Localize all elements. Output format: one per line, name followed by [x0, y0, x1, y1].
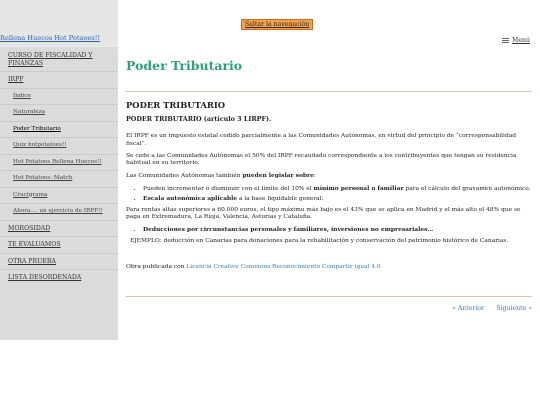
license-prefix: Obra publicada con: [126, 263, 187, 270]
menu-label: Menú: [512, 37, 530, 44]
bold-text: Deducciones por circunstancias personales y familiares, inversiones no empresariales…: [143, 226, 434, 234]
sidebar-item-irpf[interactable]: IRPF: [8, 76, 24, 83]
sidebar-item-curso[interactable]: CURSO DE FISCALIDAD Y FINANZAS: [8, 52, 93, 67]
divider: [0, 121, 118, 122]
sidebar-item-poder-tributario[interactable]: Poder Tributario: [13, 125, 61, 132]
paragraph: Para rentas altas superiores a 60.000 euros, el tipo máximo más bajo es el 43% que se aplica en Madrid y el más alto el 48% que se paga en Extremadura, La Rioja, Valencia, Asturias y Cataluña.: [126, 206, 521, 221]
text: Las Comunidades Autónomas también: [126, 173, 243, 180]
license-line: [126, 264, 532, 271]
text: :: [313, 173, 316, 180]
paragraph: [126, 172, 532, 180]
paragraph: El IRPF es un impuesto estatal cedido parcialmente a las Comunidades Autónomas, en virtud del principio de “corresponsabilidad fiscal”.: [126, 133, 516, 147]
sidebar-item-quiz[interactable]: Quiz hotpotatoes!!: [13, 142, 67, 148]
bold-text: Escala autonómica aplicable: [143, 194, 238, 202]
sidebar-item-te-evaluamos[interactable]: TE EVALUAMOS: [8, 241, 61, 248]
paragraph: Se cede a las Comunidades Autónomas el 50% del IRPF recaudado correspondiente a los contribuyentes que tengan su residencia habitual en su territorio.: [126, 152, 517, 167]
divider: [0, 220, 118, 221]
text: Pueden incrementar o disminuir con el límite del 10% el: [143, 186, 314, 193]
bullet-list: [143, 226, 532, 234]
text: a la base liquidable general:: [237, 195, 324, 202]
sidebar-item-indice[interactable]: Índice: [13, 92, 31, 99]
list-item: [143, 185, 532, 193]
divider: [0, 170, 118, 171]
divider: [0, 137, 118, 138]
divider: [0, 203, 118, 204]
sidebar-item-lista-desordenada[interactable]: LISTA DESORDENADA: [8, 274, 82, 281]
article-subheading: PODER TRIBUTARIO (artículo 3 LIRPF).: [126, 115, 272, 124]
bullet-list: [143, 185, 532, 202]
sidebar-item-ejercicio-irpf[interactable]: Ahora.... un ejercicio de IRPF!!: [13, 208, 103, 214]
article-body: [126, 92, 532, 271]
text: para el cálculo del gravamen autonómico.: [403, 186, 531, 193]
example-paragraph: EJEMPLO: deducción en Canarias para donaciones para la rehabilitación y conservación del patrimonio histórico de Canarias.: [130, 238, 509, 245]
list-item: [143, 195, 532, 203]
hamburger-icon: [502, 38, 509, 43]
article-heading: PODER TRIBUTARIO: [126, 100, 226, 110]
next-page-link[interactable]: Siguiente »: [496, 305, 532, 312]
divider: [0, 88, 118, 89]
sidebar-header: [0, 0, 118, 46]
divider: [0, 71, 118, 72]
license-link[interactable]: Licencia Creative Commons Reconocimiento Compartir igual 4.0: [186, 263, 381, 270]
sidebar-item-rellena-huecos[interactable]: Hot Potatoes Rellena Huecos!!: [13, 158, 102, 165]
site-title-link[interactable]: Rellena Huecos Hot Potaoes!!: [0, 34, 101, 42]
divider: [0, 187, 118, 188]
sidebar-item-otra-prueba[interactable]: OTRA PRUEBA: [8, 257, 56, 265]
divider: [0, 253, 118, 254]
list-item: [143, 226, 532, 234]
sidebar: [0, 0, 118, 340]
sidebar-item-match[interactable]: Hot Potatoes- Match: [13, 175, 73, 181]
pagination: [126, 296, 532, 316]
skip-navigation-link[interactable]: Saltar la navegación: [241, 19, 313, 30]
sidebar-item-crucigrama[interactable]: Crucigrama: [13, 191, 48, 198]
divider: [0, 269, 118, 270]
previous-page-link[interactable]: « Anterior: [452, 305, 484, 312]
sidebar-item-morosidad[interactable]: MOROSIDAD: [8, 224, 51, 232]
divider: [0, 236, 118, 237]
sidebar-nav: [0, 47, 118, 340]
main-content: [126, 58, 532, 271]
bold-text: mínimo personal o familiar: [313, 185, 404, 193]
page-title: Poder Tributario: [126, 58, 532, 92]
divider: [0, 154, 118, 155]
menu-toggle-button[interactable]: [502, 37, 530, 44]
divider: [0, 104, 118, 105]
bold-text: pueden legislar sobre: [242, 172, 314, 180]
sidebar-item-naturaleza[interactable]: Naturaleza: [13, 109, 45, 115]
